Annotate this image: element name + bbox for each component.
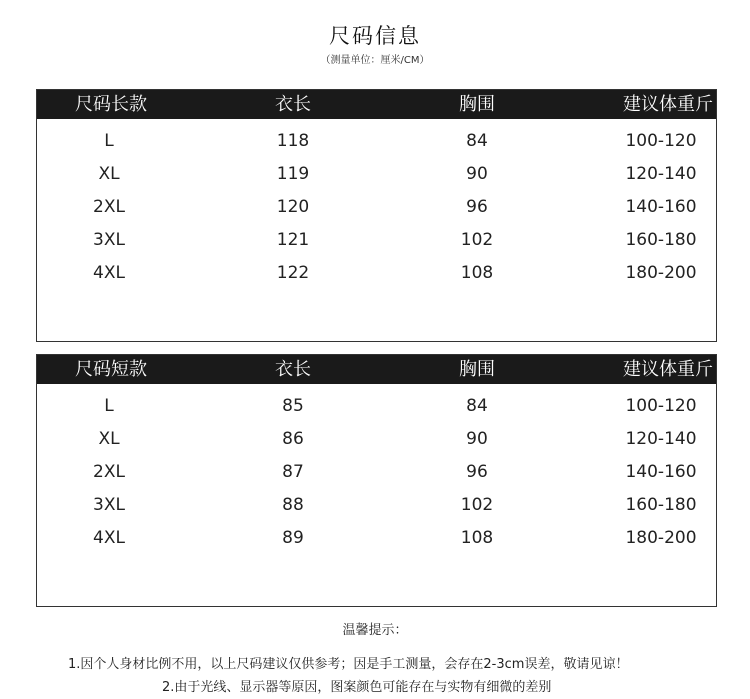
cell-weight: 180-200 xyxy=(625,263,697,283)
cell-chest: 84 xyxy=(466,131,488,151)
table-row xyxy=(37,423,716,456)
cell-length: 119 xyxy=(276,164,310,184)
cell-size: 4XL xyxy=(93,263,125,283)
column-header-size: 尺码短款 xyxy=(75,359,147,380)
notice-title: 温馨提示： xyxy=(342,623,408,638)
cell-length: 86 xyxy=(282,429,304,449)
cell-chest: 84 xyxy=(466,396,488,416)
cell-size: 3XL xyxy=(93,230,125,250)
cell-size: L xyxy=(104,131,114,151)
cell-length: 89 xyxy=(282,528,304,548)
column-header-length: 衣长 xyxy=(275,359,311,380)
cell-size: 4XL xyxy=(93,528,125,548)
table-header xyxy=(37,355,716,384)
measurement-unit-note: （测量单位：厘米/CM） xyxy=(320,55,430,66)
table-header xyxy=(37,90,716,119)
size-table-long xyxy=(36,89,717,342)
cell-size: XL xyxy=(98,429,120,449)
cell-size: 2XL xyxy=(93,462,125,482)
cell-size: XL xyxy=(98,164,120,184)
cell-chest: 96 xyxy=(466,462,488,482)
cell-size: 3XL xyxy=(93,495,125,515)
cell-chest: 108 xyxy=(460,263,494,283)
cell-chest: 102 xyxy=(460,230,494,250)
cell-length: 122 xyxy=(276,263,310,283)
notice-line: 2.由于光线、显示器等原因，图案颜色可能存在与实物有细微的差别 xyxy=(162,680,552,695)
table-body xyxy=(37,384,716,555)
cell-size: 2XL xyxy=(93,197,125,217)
cell-length: 87 xyxy=(282,462,304,482)
table-row xyxy=(37,257,716,290)
cell-length: 121 xyxy=(276,230,310,250)
cell-weight: 160-180 xyxy=(625,495,697,515)
table-row xyxy=(37,224,716,257)
cell-length: 120 xyxy=(276,197,310,217)
table-row xyxy=(37,158,716,191)
table-row xyxy=(37,456,716,489)
page-title: 尺码信息 xyxy=(329,24,421,48)
cell-chest: 96 xyxy=(466,197,488,217)
cell-chest: 102 xyxy=(460,495,494,515)
cell-length: 88 xyxy=(282,495,304,515)
cell-chest: 90 xyxy=(466,429,488,449)
cell-weight: 180-200 xyxy=(625,528,697,548)
cell-weight: 100-120 xyxy=(625,396,697,416)
table-body xyxy=(37,119,716,290)
cell-length: 85 xyxy=(282,396,304,416)
cell-weight: 140-160 xyxy=(625,197,697,217)
size-table-short xyxy=(36,354,717,607)
column-header-chest: 胸围 xyxy=(459,94,495,115)
column-header-size: 尺码长款 xyxy=(75,94,147,115)
cell-weight: 120-140 xyxy=(625,164,697,184)
table-row xyxy=(37,522,716,555)
cell-chest: 90 xyxy=(466,164,488,184)
cell-weight: 100-120 xyxy=(625,131,697,151)
cell-weight: 140-160 xyxy=(625,462,697,482)
column-header-length: 衣长 xyxy=(275,94,311,115)
cell-weight: 120-140 xyxy=(625,429,697,449)
column-header-chest: 胸围 xyxy=(459,359,495,380)
cell-length: 118 xyxy=(276,131,310,151)
table-row xyxy=(37,191,716,224)
table-row xyxy=(37,390,716,423)
table-row xyxy=(37,489,716,522)
cell-size: L xyxy=(104,396,114,416)
notice-line: 1.因个人身材比例不用，以上尺码建议仅供参考；因是手工测量，会存在2-3cm误差，敬请见谅！ xyxy=(68,657,629,672)
cell-weight: 160-180 xyxy=(625,230,697,250)
column-header-weight: 建议体重斤 xyxy=(623,359,713,380)
table-row xyxy=(37,125,716,158)
column-header-weight: 建议体重斤 xyxy=(623,94,713,115)
cell-chest: 108 xyxy=(460,528,494,548)
